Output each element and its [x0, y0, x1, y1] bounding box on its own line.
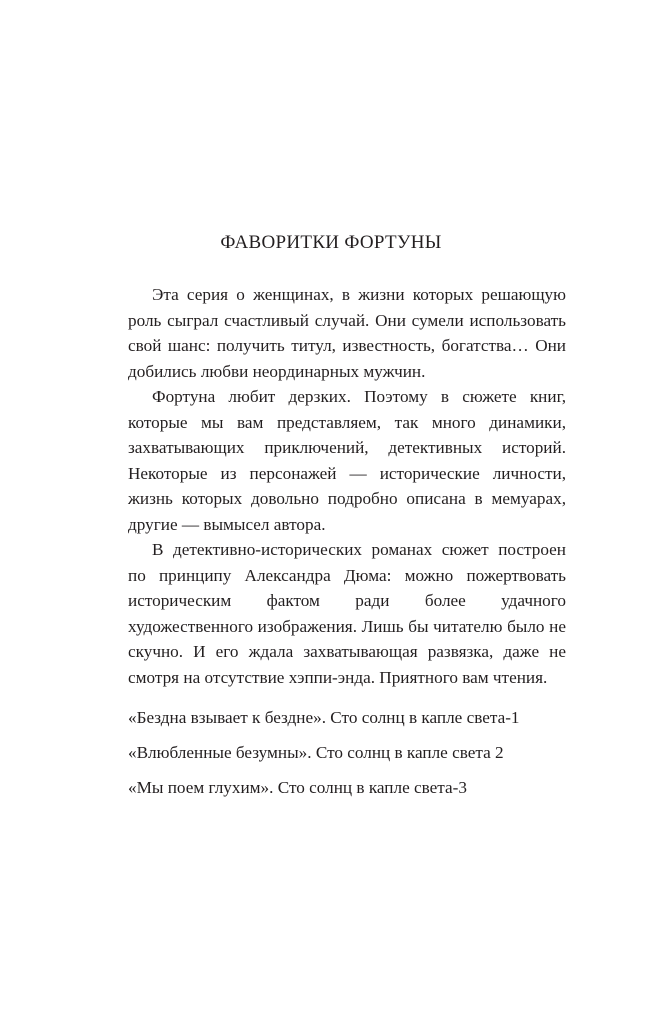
page-title: ФАВОРИТКИ ФОРТУНЫ [220, 232, 442, 253]
paragraph-2: Фортуна любит дерзких. Поэтому в сюжете книг, которые мы вам представляем, так много динамики, захватывающих приключений, детективных историй. Некоторые из персонажей — исторические личности, жизнь которых довольно подробно описана в мемуарах, другие — вымысел автора. [128, 387, 566, 534]
book-list-item: «Бездна взывает к бездне». Сто солнц в капле света-1 [128, 708, 520, 727]
book-list-item: «Влюбленные безумны». Сто солнц в капле света 2 [128, 743, 504, 762]
paragraph-1: Эта серия о женщинах, в жизни которых решающую роль сыграл счастливый случай. Они сумели использовать свой шанс: получить титул, известность, богатства… Они добились любви неординарных мужчин. [128, 285, 566, 381]
series-description [128, 282, 566, 690]
series-book-list [128, 705, 588, 810]
book-list-item: «Мы поем глухим». Сто солнц в капле света-3 [128, 778, 467, 797]
paragraph-3: В детективно-исторических романах сюжет построен по принципу Александра Дюма: можно пожертвовать историческим фактом ради более удачного художественного изображения. Лишь бы читателю было не скучно. И его ждала захватывающая развязка, даже не смотря на отсутствие хэппи-энда. Приятного вам чтения. [128, 540, 566, 687]
